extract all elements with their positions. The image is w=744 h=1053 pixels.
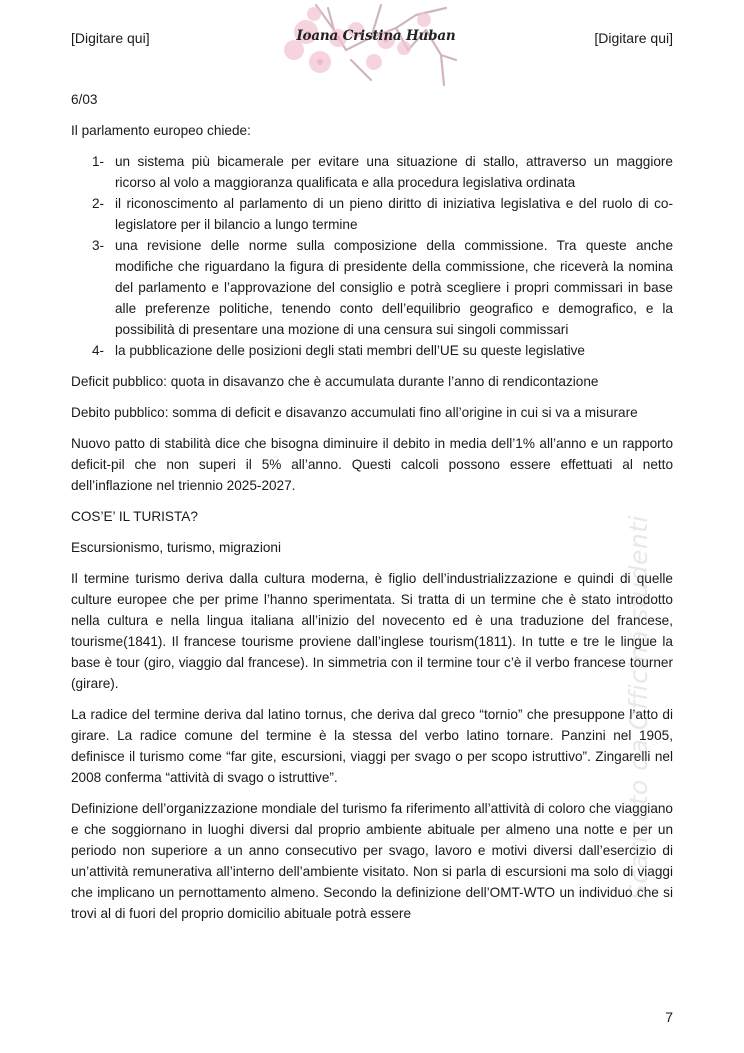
paragraph-debito: Debito pubblico: somma di deficit e disavanzo accumulati fino all’origine in cui si va a misurare	[71, 405, 638, 420]
list-number: 1-	[92, 154, 105, 169]
list-item-text: un sistema più bicamerale per evitare una situazione di stallo, attraverso un maggiore ricorso al volo a maggioranza qualificata e alla procedura legislativa ordinata	[115, 154, 673, 190]
page-number: 7	[665, 1009, 673, 1025]
header-right-placeholder[interactable]: [Digitare qui]	[594, 30, 673, 46]
list-item-text: la pubblicazione delle posizioni degli stati membri dell’UE su queste legislative	[115, 343, 585, 358]
paragraph-etimologia: Il termine turismo deriva dalla cultura moderna, è figlio dell’industrializzazione e quindi di quelle culture europee che per prime l’hanno sperimentata. Si tratta di un termine che è stato introdotto nella cultura e nella lingua italiana all’inizio del novecento ed è una traduzione del francese, tourisme(1841). Il francese tourisme proviene dall’inglese tourism(1811). In tutte e tre le lingue la base è tour (giro, viaggio dal francese). In simmetria con il termine tour c’è il verbo francese tourner (girare).	[71, 571, 673, 691]
header-left-placeholder[interactable]: [Digitare qui]	[71, 30, 150, 46]
numbered-list	[71, 151, 673, 361]
list-item-text: il riconoscimento al parlamento di un pieno diritto di iniziativa legislativa e del ruolo di co-legislatore per il bilancio a lungo termine	[115, 196, 673, 232]
page-header	[0, 0, 744, 90]
paragraph-patto-stabilita: Nuovo patto di stabilità dice che bisogna diminuire il debito in media dell’1% all’anno e un rapporto deficit-pil che non superi il 5% all’anno. Questi calcoli possono essere effettuati al netto dell’inflazione nel triennio 2025-2027.	[71, 436, 673, 493]
section-subheading: Escursionismo, turismo, migrazioni	[71, 540, 282, 555]
list-item	[71, 235, 673, 340]
paragraph-radice: La radice del termine deriva dal latino tornus, che deriva dal greco “tornio” che presuppone l’atto di girare. La radice comune del termine è la stessa del verbo latino tornare. Panzini nel 1905, definisce il turismo come “far gite, escursioni, viaggi per svago o per scopo istruttivo”. Zingarelli nel 2008 conferma “attività di svago o istruttive”.	[71, 707, 673, 785]
list-intro: Il parlamento europeo chiede:	[71, 123, 251, 138]
date-line: 6/03	[71, 92, 98, 107]
list-item	[71, 151, 673, 193]
list-number: 4-	[92, 343, 105, 358]
watermark-text: Scaricato da Officina studenti	[624, 515, 653, 900]
document-body	[71, 89, 673, 934]
header-author-title: Ioana Cristina Huban	[296, 28, 456, 44]
list-number: 2-	[92, 196, 105, 211]
section-heading: COS’E’ IL TURISTA?	[71, 509, 198, 524]
paragraph-definizione-omt: Definizione dell’organizzazione mondiale del turismo fa riferimento all’attività di coloro che viaggiano e che soggiornano in luoghi diversi dal proprio ambiente abituale per almeno una notte e per un periodo non superiore a un anno consecutivo per svago, lavoro e motivi diversi dall’esercizio di un’attività remunerativa all’interno dell’ambiente visitato. Non si parla di escursioni ma solo di viaggi che implicano un pernottamento almeno. Secondo la definizione dell’OMT-WTO un individuo che si trovi al di fuori del proprio domicilio abituale potrà essere	[71, 801, 673, 921]
paragraph-deficit: Deficit pubblico: quota in disavanzo che è accumulata durante l’anno di rendicontazione	[71, 374, 599, 389]
list-number: 3-	[92, 238, 105, 253]
list-item	[71, 193, 673, 235]
cherry-blossom-icon	[276, 0, 472, 88]
list-item	[71, 340, 673, 361]
list-item-text: una revisione delle norme sulla composizione della commissione. Tra queste anche modifiche che riguardano la figura di presidente della commissione, che riceverà la nomina del parlamento e l’approvazione del consiglio e potrà scegliere i propri commissari in base alle preferenze politiche, tenendo conto dell’equilibrio geografico e demografico, e la possibilità di presentare una mozione di una censura sui singoli commissari	[115, 238, 673, 337]
